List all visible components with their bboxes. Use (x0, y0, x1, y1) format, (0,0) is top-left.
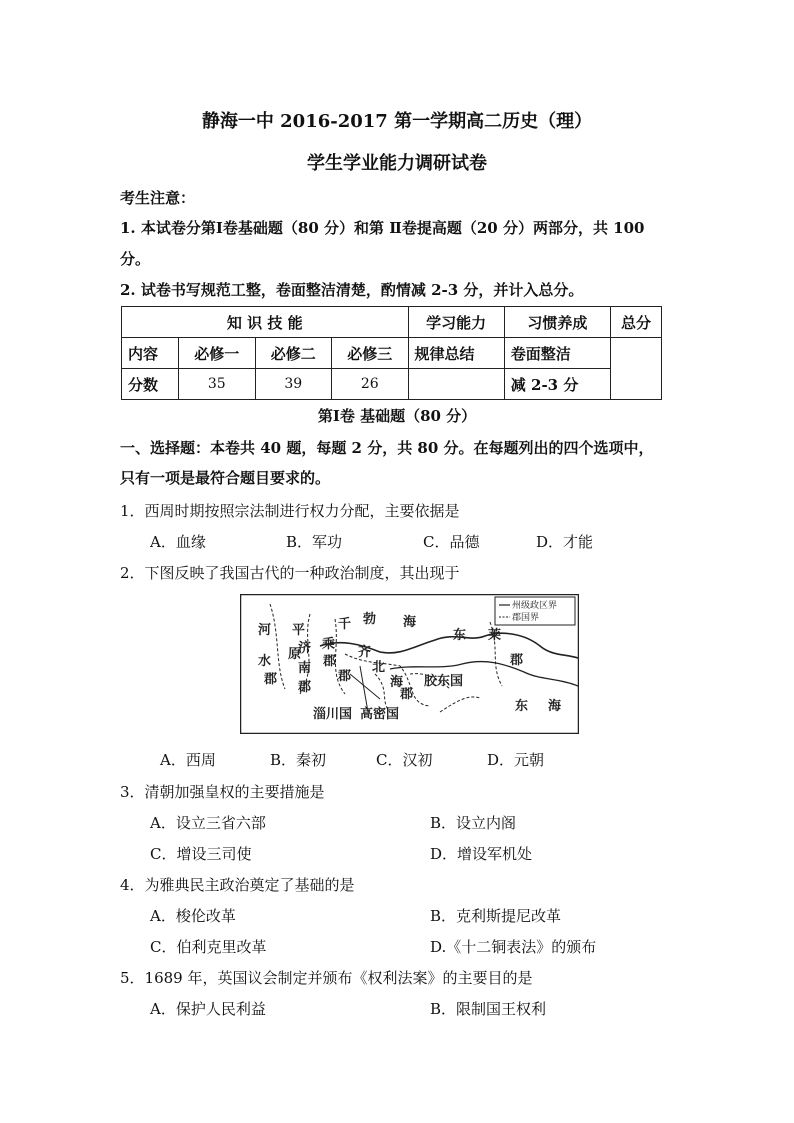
legend-commandery: 郡国界 (512, 613, 540, 623)
map-label: 郡 (298, 680, 312, 695)
map-label: 胶东国 (424, 674, 464, 689)
cell-total-blank (611, 338, 662, 400)
cell-bixiu-1: 必修一 (179, 338, 256, 369)
section-1-title: 第Ⅰ卷 基础题（80 分） (317, 407, 477, 425)
q4-option-d: D.《十二铜表法》的颁布 (430, 938, 597, 956)
map-label: 海 (548, 699, 562, 714)
cell-bixiu-3: 必修三 (332, 338, 409, 369)
map-label: 济 (298, 641, 312, 656)
q2-option-c: C．汉初 (376, 751, 433, 769)
q3-option-d: D．增设军机处 (430, 845, 533, 863)
q1-option-d: D．才能 (536, 533, 594, 551)
exam-title: 静海一中 2016-2017 第一学期高二历史（理） (201, 111, 593, 132)
map-label: 海 (390, 675, 404, 690)
notice-item-1-cont: 分。 (120, 250, 151, 268)
map-label: 平 (292, 623, 306, 638)
map-label: 千 (338, 617, 352, 632)
map-label: 南 (298, 661, 312, 676)
map-label: 齐 (358, 645, 372, 660)
score-table (121, 306, 662, 400)
map-label: 北 (372, 660, 386, 675)
exam-subtitle: 学生学业能力调研试卷 (307, 153, 487, 174)
question-5-stem: 5．1689 年，英国议会制定并颁布《权利法案》的主要目的是 (120, 969, 533, 987)
question-3-stem: 3．清朝加强皇权的主要措施是 (120, 783, 325, 801)
q3-option-b: B．设立内阁 (430, 814, 517, 832)
map-label: 高密国 (360, 707, 400, 722)
legend-prefecture: 州级政区界 (512, 601, 558, 611)
map-label: 东 (515, 699, 529, 714)
row-label-content: 内容 (122, 338, 179, 369)
cell-summary: 规律总结 (408, 338, 504, 369)
q3-option-c: C．增设三司使 (150, 845, 252, 863)
map-label: 郡 (400, 687, 414, 702)
score-summary-blank (408, 369, 504, 400)
question-1-stem: 1．西周时期按照宗法制进行权力分配，主要依据是 (120, 502, 460, 520)
q5-option-a: A．保护人民利益 (150, 1000, 266, 1018)
map-label: 原 (288, 647, 302, 662)
map-label: 郡 (323, 654, 337, 669)
map-label: 莱 (488, 628, 502, 643)
q4-option-c: C．伯利克里改革 (150, 938, 267, 956)
q1-option-c: C．品德 (423, 533, 480, 551)
q2-option-d: D．元朝 (487, 751, 545, 769)
map-label: 郡 (510, 653, 524, 668)
section-1-instruction: 一、选择题：本卷共 40 题，每题 2 分，共 80 分。在每题列出的四个选项中， (120, 439, 654, 457)
row-label-score: 分数 (122, 369, 179, 400)
map-label: 勃 (363, 612, 377, 627)
score-bixiu-1: 35 (179, 369, 256, 400)
q1-option-a: A．血缘 (150, 533, 206, 551)
question-2-stem: 2．下图反映了我国古代的一种政治制度，其出现于 (120, 564, 460, 582)
notice-heading: 考生注意： (120, 189, 196, 207)
notice-item-1: 1. 本试卷分第Ⅰ卷基础题（80 分）和第 Ⅱ卷提高题（20 分）两部分，共 100 (120, 219, 645, 237)
map-label: 东 (453, 628, 467, 643)
cell-bixiu-2: 必修二 (255, 338, 332, 369)
map-label: 海 (403, 615, 417, 630)
q5-option-b: B．限制国王权利 (430, 1000, 547, 1018)
q2-option-a: A．西周 (160, 751, 216, 769)
q4-option-a: A．梭伦改革 (150, 907, 236, 925)
header-total: 总分 (611, 307, 662, 338)
cell-neatness: 卷面整洁 (504, 338, 610, 369)
notice-item-2: 2. 试卷书写规范工整，卷面整洁清楚，酌情减 2-3 分，并计入总分。 (120, 281, 584, 299)
header-knowledge: 知 识 技 能 (122, 307, 409, 338)
map-label: 淄川国 (313, 707, 353, 722)
header-habit: 习惯养成 (504, 307, 610, 338)
map-label: 乘 (322, 637, 336, 652)
map-label: 河 (258, 623, 272, 638)
section-1-instruction-cont: 只有一项是最符合题目要求的。 (120, 469, 331, 487)
header-learning: 学习能力 (408, 307, 504, 338)
q1-option-b: B．军功 (286, 533, 343, 551)
q2-option-b: B．秦初 (270, 751, 327, 769)
q4-option-b: B．克利斯提尼改革 (430, 907, 562, 925)
map-label: 水 (258, 654, 272, 669)
map-label: 郡 (264, 672, 278, 687)
han-feudal-map (240, 594, 579, 734)
question-4-stem: 4．为雅典民主政治奠定了基础的是 (120, 876, 355, 894)
q3-option-a: A．设立三省六部 (150, 814, 266, 832)
map-label: 郡 (338, 669, 352, 684)
score-deduct: 减 2-3 分 (504, 369, 610, 400)
score-bixiu-3: 26 (332, 369, 409, 400)
score-bixiu-2: 39 (255, 369, 332, 400)
